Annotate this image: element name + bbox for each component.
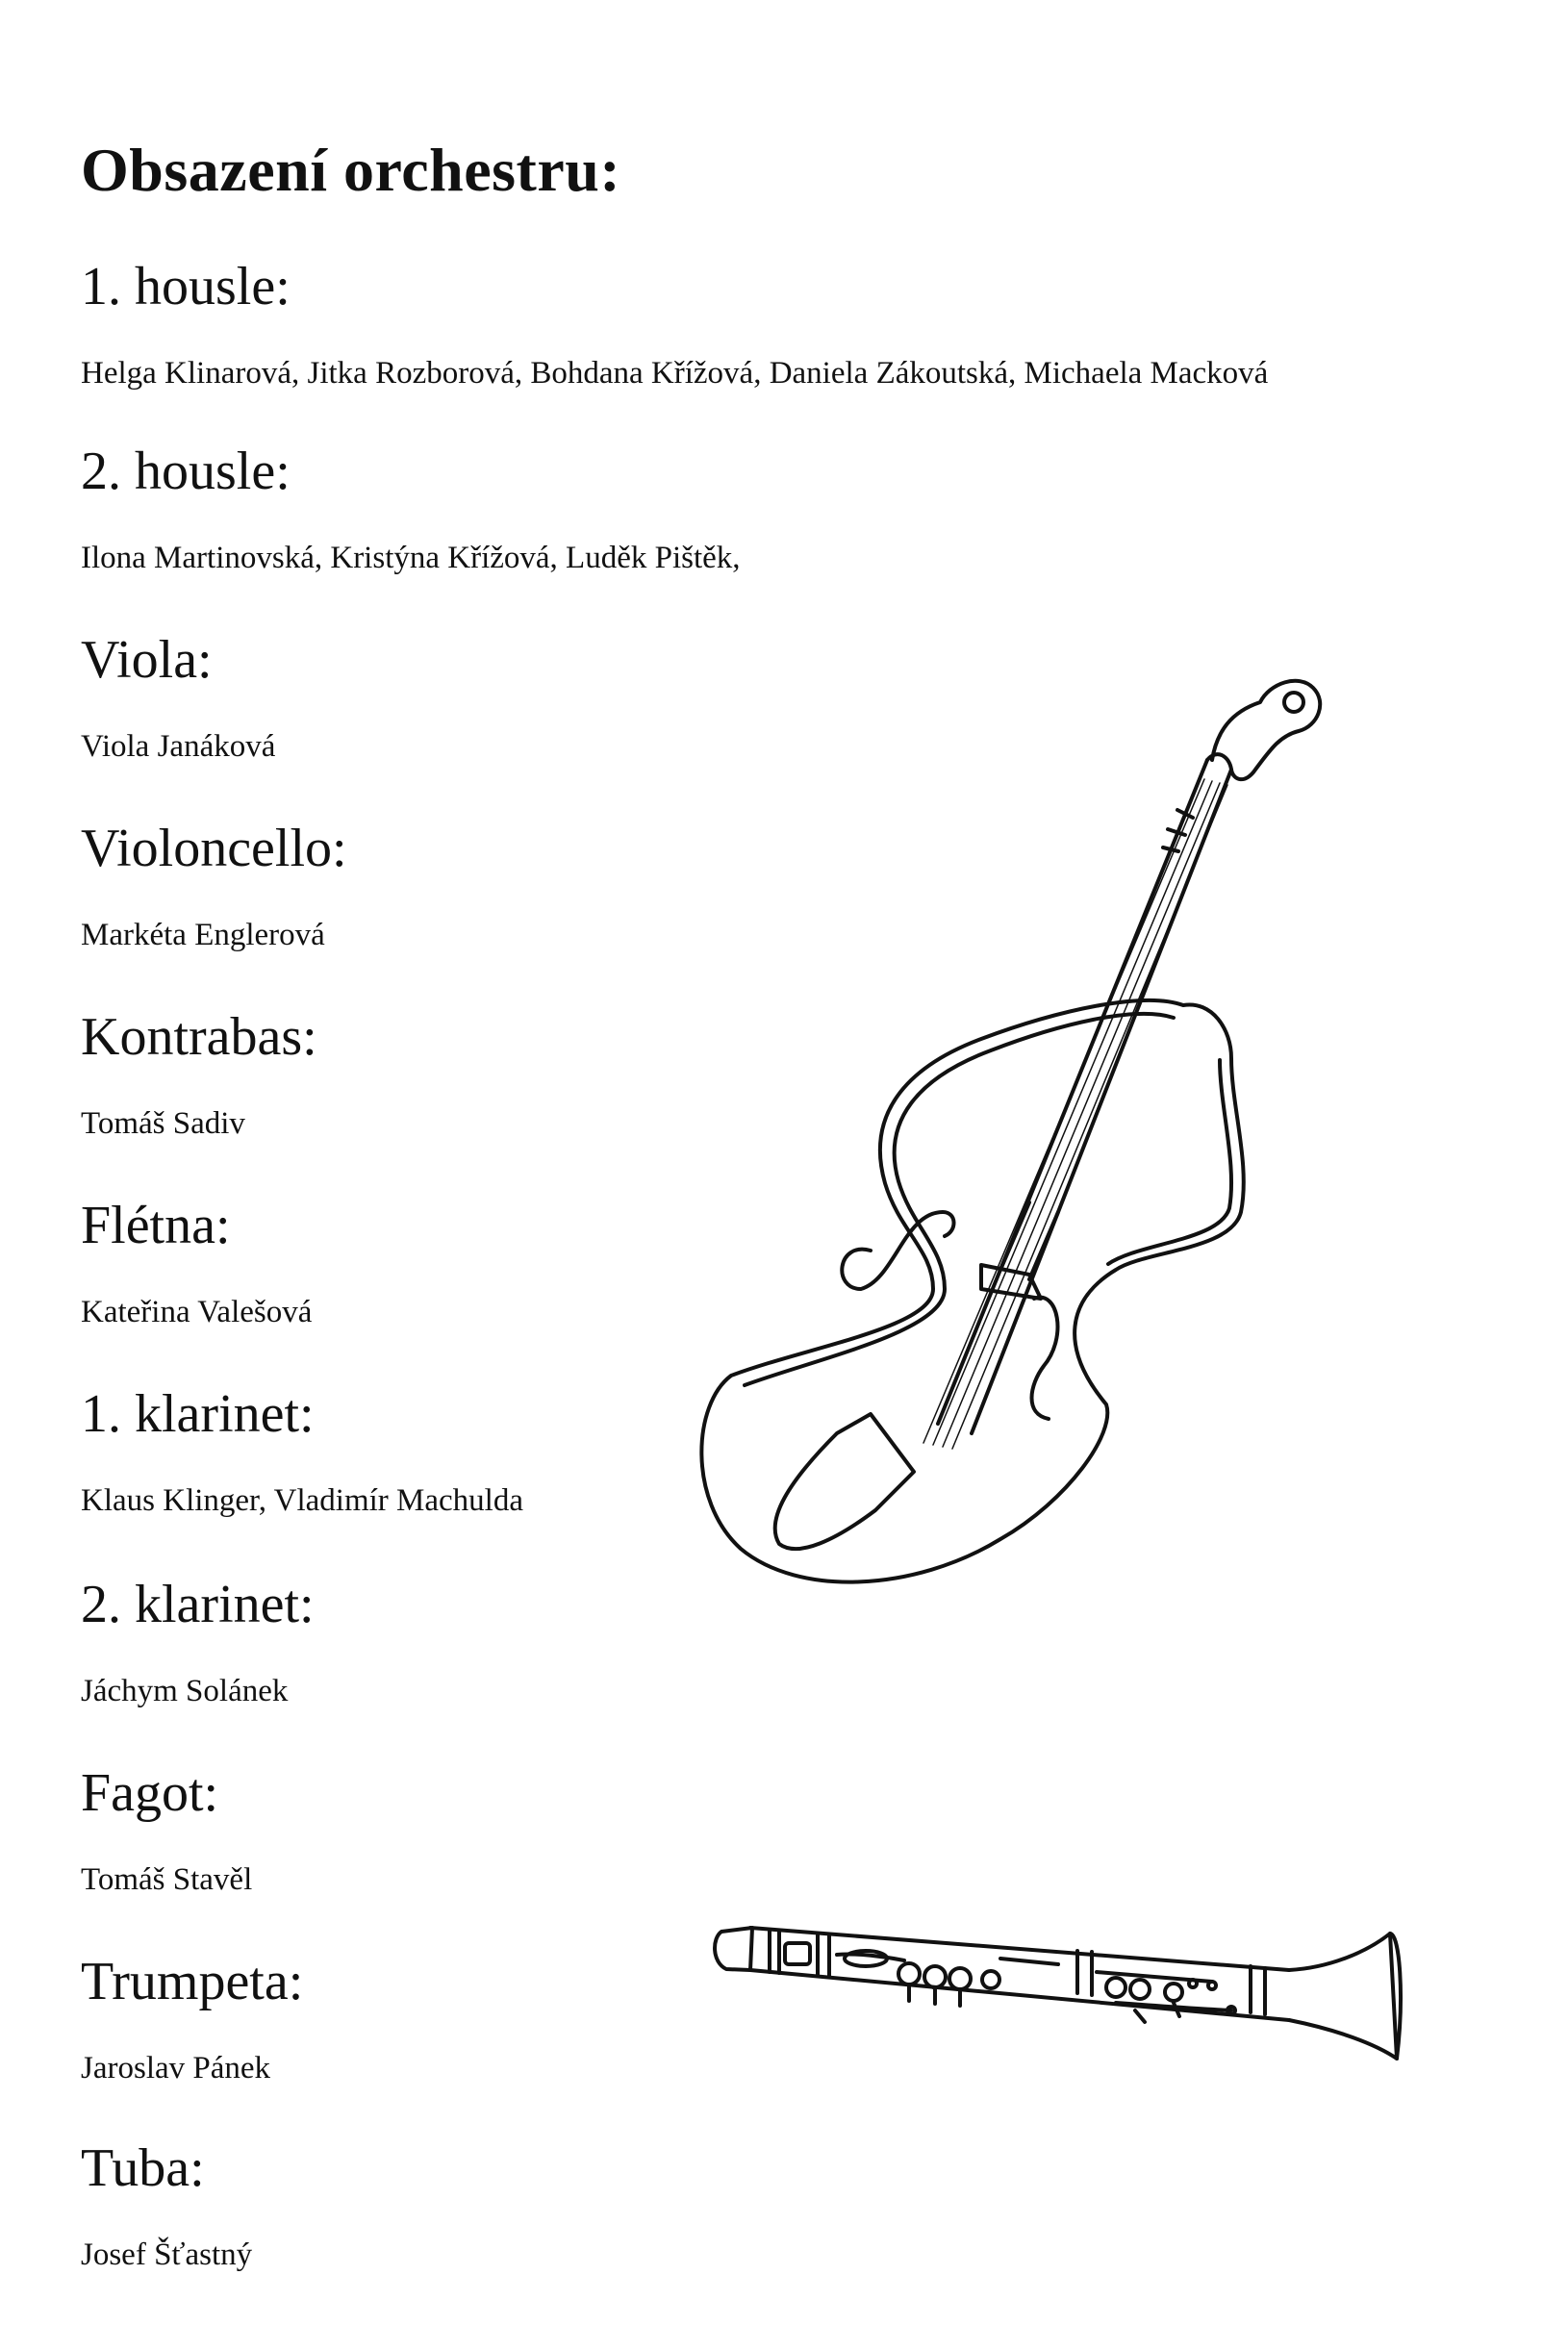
- section-cello: [81, 819, 347, 952]
- section-heading: Trumpeta:: [81, 1952, 304, 2011]
- section-bassoon: [81, 1763, 253, 1897]
- section-heading: Viola:: [81, 630, 213, 690]
- section-viola: [81, 630, 276, 764]
- section-heading: 1. klarinet:: [81, 1384, 315, 1444]
- section-players: Klaus Klinger, Vladimír Machulda: [81, 1483, 523, 1518]
- section-players: Josef Šťastný: [81, 2237, 253, 2272]
- section-heading: 2. klarinet:: [81, 1575, 315, 1634]
- section-first-violins: [81, 257, 1269, 391]
- section-first-clarinet: [81, 1384, 523, 1518]
- section-players: Tomáš Stavěl: [81, 1862, 253, 1897]
- section-heading: Tuba:: [81, 2138, 205, 2198]
- section-heading: 1. housle:: [81, 257, 291, 316]
- section-players: Viola Janáková: [81, 729, 276, 764]
- section-double-bass: [81, 1007, 317, 1141]
- section-players: Jaroslav Pánek: [81, 2051, 271, 2086]
- section-second-clarinet: [81, 1575, 315, 1708]
- section-heading: Fagot:: [81, 1763, 219, 1823]
- section-heading: Violoncello:: [81, 819, 347, 878]
- section-second-violins: [81, 442, 741, 575]
- section-heading: Kontrabas:: [81, 1007, 317, 1067]
- section-players: Kateřina Valešová: [81, 1295, 313, 1329]
- section-heading: Flétna:: [81, 1196, 231, 1255]
- section-heading: 2. housle:: [81, 442, 291, 501]
- section-flute: [81, 1196, 313, 1329]
- double-bass-drawing: [693, 673, 1481, 1597]
- section-players: Helga Klinarová, Jitka Rozborová, Bohdana Křížová, Daniela Zákoutská, Michaela Macková: [81, 356, 1269, 391]
- clarinet-drawing: [712, 1876, 1424, 2087]
- section-players: Ilona Martinovská, Kristýna Křížová, Luděk Pištěk,: [81, 541, 741, 575]
- section-players: Tomáš Sadiv: [81, 1106, 245, 1141]
- section-players: Markéta Englerová: [81, 918, 325, 952]
- section-players: Jáchym Solánek: [81, 1674, 289, 1708]
- page-title: Obsazení orchestru:: [81, 136, 621, 204]
- section-trumpet: [81, 1952, 304, 2086]
- section-tuba: [81, 2138, 253, 2272]
